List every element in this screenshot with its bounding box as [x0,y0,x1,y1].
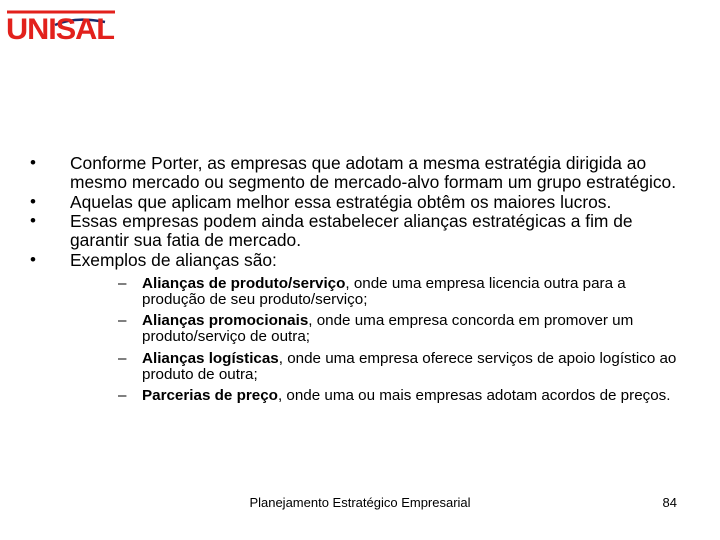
bullet-item [30,212,690,250]
bullet-item [30,154,690,192]
footer-title: Planejamento Estratégico Empresarial [249,495,471,510]
alliance-term: Alianças promocionais [142,312,309,330]
sub-bullet-item [70,313,690,345]
alliance-examples-list [70,276,690,404]
alliance-term: Alianças logísticas [142,349,279,367]
page-number: 84 [662,495,677,510]
bullet-text: Conforme Porter, as empresas que adotam a mesma estratégia dirigida ao mesmo mercado ou segmento de mercado-alvo formam um grupo estratégico. [70,153,677,192]
unisal-logo-mark [5,8,117,42]
sub-bullet-item [70,351,690,383]
bullet-text: Essas empresas podem ainda estabelecer alianças estratégicas a fim de garantir sua fatia de mercado. [70,211,633,251]
bullet-text: Aquelas que aplicam melhor essa estratégia obtêm os maiores lucros. [70,191,612,212]
bullet-list [30,154,690,404]
bullet-marker: • [30,191,36,211]
alliance-term: Alianças de produto/serviço [142,274,346,292]
dash-marker: – [118,349,127,367]
unisal-logo [5,8,117,56]
sub-bullet-item [70,276,690,308]
sub-bullet-item [70,388,690,404]
bullet-item [30,251,690,404]
alliance-description: , onde uma ou mais empresas adotam acordos de preços. [277,387,671,404]
bullet-marker: • [30,249,36,269]
alliance-description: , onde uma empresa concorda em promover um produto/serviço de outra; [142,312,634,346]
dash-marker: – [118,312,127,330]
alliance-description: , onde uma empresa oferece serviços de apoio logístico ao produto de outra; [142,349,677,383]
bullet-marker: • [30,153,36,172]
svg-text:UNISAL: UNISAL [6,13,115,42]
dash-marker: – [118,274,127,292]
slide-content [30,154,690,409]
dash-marker: – [118,387,127,404]
bullet-marker: • [30,211,36,231]
alliance-term: Parcerias de preço [142,387,278,404]
alliance-description: , onde uma empresa licencia outra para a produção de seu produto/serviço; [142,274,626,308]
bullet-text: Exemplos de alianças são: [70,249,277,270]
bullet-item [30,193,690,212]
